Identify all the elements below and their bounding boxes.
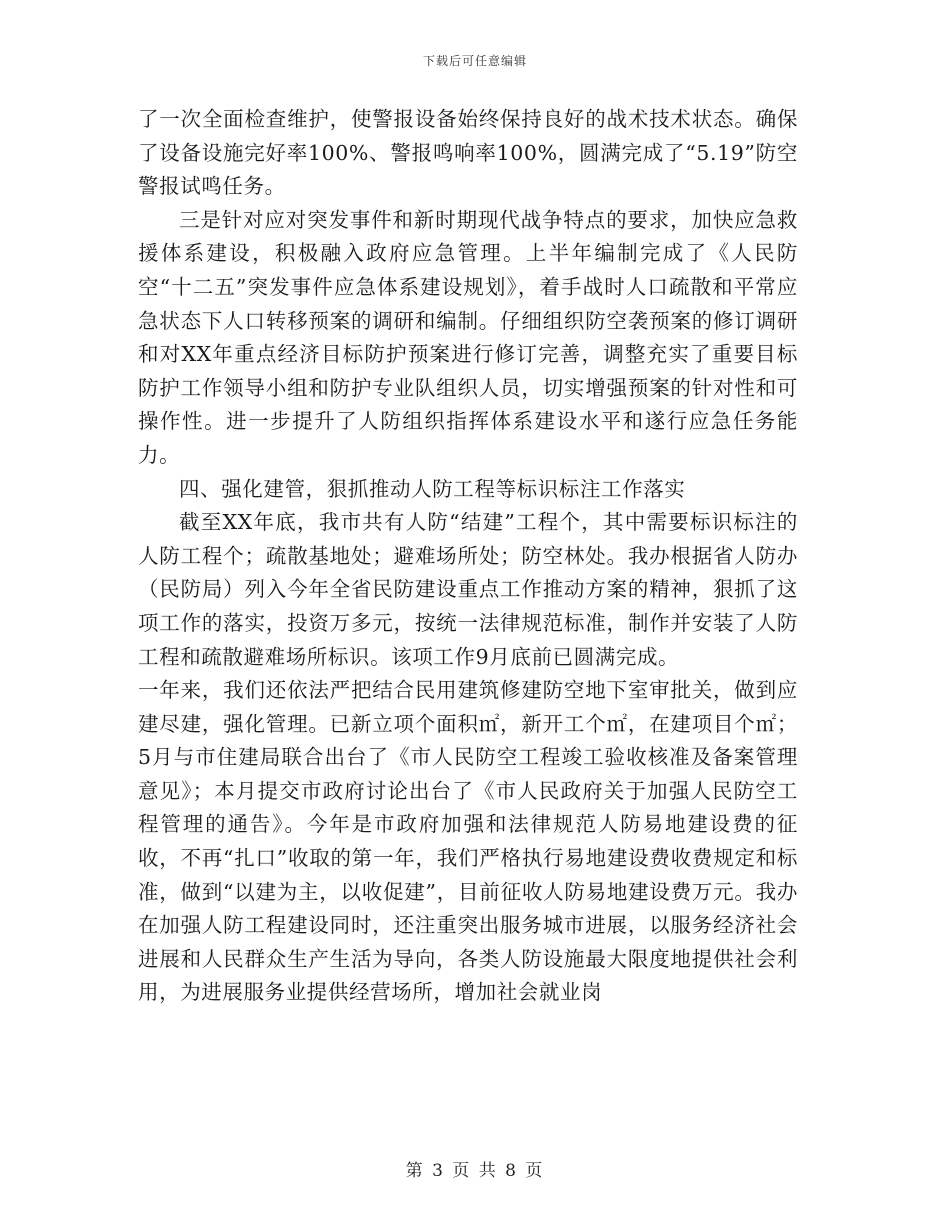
paragraph-marking-work: 截至XX年底，我市共有人防“结建”工程个，其中需要标识标注的人防工程个；疏散基地处；避难场所处；防空林处。我办根据省人防办（民防局）列入今年全省民防建设重点工作推动方案的精神，狠抓了这项工作的落实，投资万多元，按统一法律规范标准，制作并安装了人防工程和疏散避难场所标识。该项工作9月底前已圆满完成。 xyxy=(138,510,798,669)
paragraph-construction-management: 一年来，我们还依法严把结合民用建筑修建防空地下室审批关，做到应建尽建，强化管理。已新立项个面积㎡，新开工个㎡，在建项目个㎡；5月与市住建局联合出台了《市人民防空工程竣工验收核准及备案管理意见》；本月提交市政府讨论出台了《市人民政府关于加强人民防空工程管理的通告》。今年是市政府加强和法律规范人防易地建设费的征收，不再“扎口”收取的第一年，我们严格执行易地建设费收费规定和标准，做到“以建为主，以收促建”，目前征收人防易地建设费万元。我办在加强人防工程建设同时，还注重突出服务城市进展，以服务经济社会进展和人民群众生产生活为导向，各类人防设施最大限度地提供社会利用，为进展服务业提供经营场所，增加社会就业岗 xyxy=(138,678,798,1005)
paragraph-continuation: 了一次全面检查维护，使警报设备始终保持良好的战术技术状态。确保了设备设施完好率100%、警报鸣响率100%，圆满完成了“5.19”防空警报试鸣任务。 xyxy=(138,107,798,199)
page-number: 第 3 页 共 8 页 xyxy=(405,1161,545,1181)
section-heading: 四、强化建管，狠抓推动人防工程等标识标注工作落实 xyxy=(179,476,686,501)
paragraph-emergency-system: 三是针对应对突发事件和新时期现代战争特点的要求，加快应急救援体系建设，积极融入政府应急管理。上半年编制完成了《人民防空“十二五”突发事件应急体系建设规划》，着手战时人口疏散和平常应急状态下人口转移预案的调研和编制。仔细组织防空袭预案的修订调研和对XX年重点经济目标防护预案进行修订完善，调整充实了重要目标防护工作领导小组和防护专业队组织人员，切实增强预案的针对性和可操作性。进一步提升了人防组织指挥体系建设水平和遂行应急任务能力。 xyxy=(138,207,798,467)
header-note: 下载后可任意编辑 xyxy=(422,54,527,68)
document-body xyxy=(138,103,798,1010)
